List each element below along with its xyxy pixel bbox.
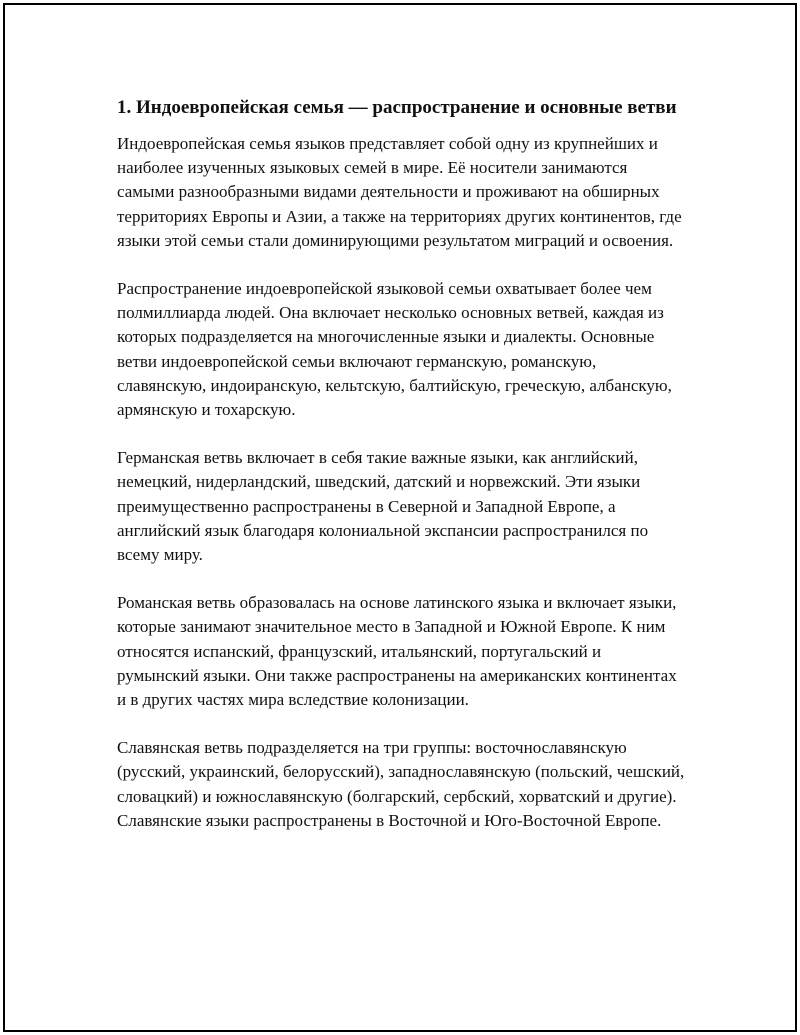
paragraph-germanic: Германская ветвь включает в себя такие важные языки, как английский, немецкий, нидерландский, шведский, датский и норвежский. Эти языки преимущественно распространены в Северной и Западной Европе, а английский язык благодаря колониальной экспансии распространился по всему миру. xyxy=(117,448,649,565)
paragraph-romance: Романская ветвь образовалась на основе латинского языка и включает языки, которые занимают значительное место в Западной и Южной Европе. К ним относятся испанский, французский, итальянский, португальский и румынский языки. Они также распространены на американских континентах и в других частях мира вследствие колонизации. xyxy=(117,593,677,710)
document-title: 1. Индоевропейская семья — распространение и основные ветви xyxy=(117,97,677,118)
paragraph-branches: Распространение индоевропейской языковой семьи охватывает более чем полмиллиарда людей. Она включает несколько основных ветвей, каждая из которых подразделяется на многочисленные языки и диалекты. Основные ветви индоевропейской семьи включают германскую, романскую, славянскую, индоиранскую, кельтскую, балтийскую, греческую, албанскую, армянскую и тохарскую. xyxy=(117,279,672,420)
paragraph-intro: Индоевропейская семья языков представляет собой одну из крупнейших и наиболее изученных языковых семей в мире. Её носители занимаются самыми разнообразными видами деятельности и проживают на обширных территориях Европы и Азии, а также на территориях других континентов, где языки этой семьи стали доминирующими результатом миграций и освоения. xyxy=(117,134,682,250)
document-body xyxy=(117,94,687,857)
paragraph-slavic: Славянская ветвь подразделяется на три группы: восточнославянскую (русский, украинский, белорусский), западнославянскую (польский, чешский, словацкий) и южнославянскую (болгарский, сербский, хорватский и другие). Славянские языки распространены в Восточной и Юго-Восточной Европе. xyxy=(117,738,685,830)
